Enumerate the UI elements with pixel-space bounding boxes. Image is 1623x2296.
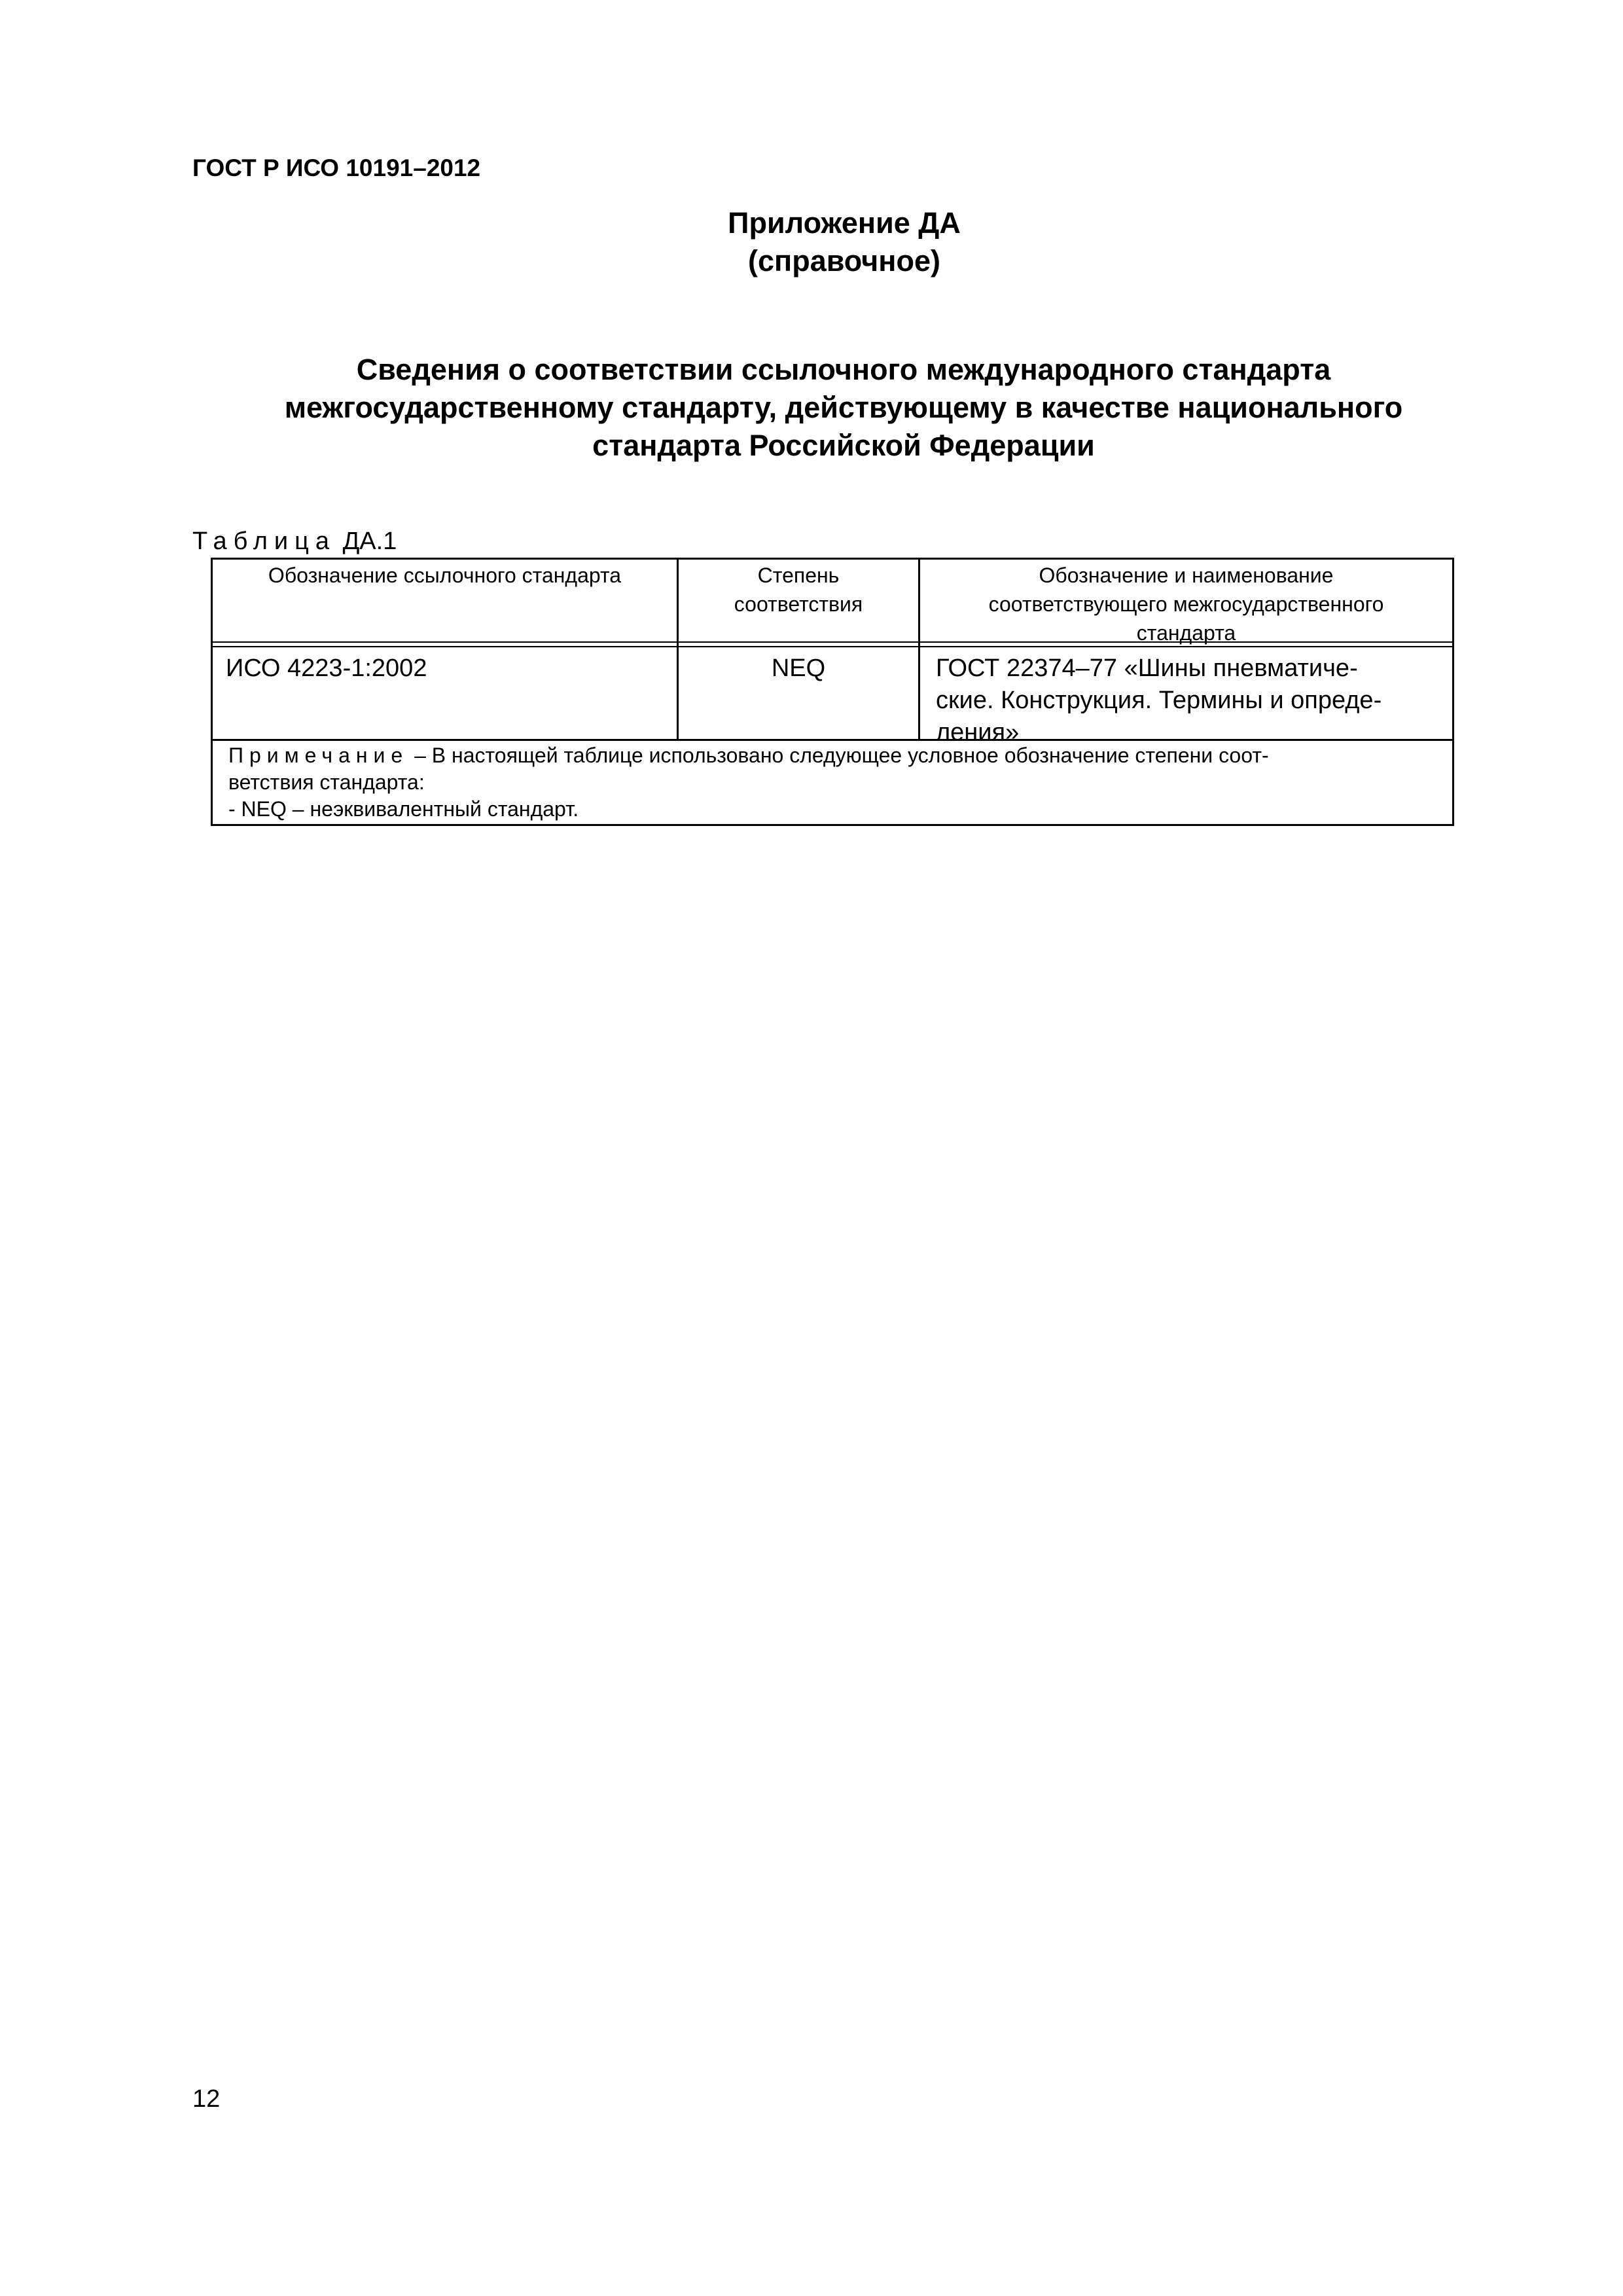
table-cell-ref-standard: [213, 647, 677, 739]
note-line-1-text: – В настоящей таблице использовано следующее условное обозначение степени соот-: [408, 744, 1269, 767]
appendix-title: Приложение ДА: [728, 206, 961, 240]
header-gost-line-1: Обозначение и наименование: [1039, 564, 1334, 587]
ref-standard-value: ИСО 4223-1:2002: [226, 655, 427, 682]
gost-line-2: ские. Конструкция. Термины и опреде-: [936, 687, 1382, 714]
header-cell-ref-standard: [213, 560, 677, 641]
note-label: Примечание: [228, 744, 409, 767]
header-gost-line-2: соответствующего межгосударственного: [988, 592, 1384, 616]
gost-line-1: ГОСТ 22374–77 «Шины пневматиче-: [936, 655, 1358, 682]
section-title: [192, 351, 1495, 465]
table-caption: [192, 528, 397, 556]
correspondence-table: [211, 558, 1454, 826]
table-cell-gost: [920, 647, 1452, 746]
header-gost-line-3: стандарта: [1136, 621, 1236, 645]
table-caption-number: ДА.1: [342, 528, 397, 555]
appendix-heading: [615, 204, 1073, 280]
section-title-line-1: Сведения о соответствии ссылочного международного стандарта: [356, 353, 1331, 386]
table-note: [213, 741, 1452, 824]
table-border-bottom: [211, 824, 1454, 826]
header-cell-degree: [679, 560, 918, 641]
header-degree-line-1: Степень: [757, 564, 840, 587]
header-degree-line-2: соответствия: [734, 592, 863, 616]
table-border-right: [1452, 558, 1454, 826]
section-title-line-3: стандарта Российской Федерации: [592, 429, 1095, 462]
appendix-subtitle: (справочное): [748, 244, 940, 278]
header-cell-gost: [920, 560, 1452, 645]
note-line-1: [228, 742, 1440, 769]
note-line-3: - NEQ – неэквивалентный стандарт.: [228, 797, 579, 821]
header-ref-standard-text: Обозначение ссылочного стандарта: [268, 564, 622, 587]
document-code-header: ГОСТ Р ИСО 10191–2012: [192, 154, 481, 181]
table-caption-label: Таблица: [192, 528, 336, 555]
section-title-line-2: межгосударственному стандарту, действующему в качестве национального: [284, 391, 1403, 424]
gost-line-3: ления»: [936, 719, 1020, 746]
degree-value: NEQ: [771, 655, 826, 682]
page-number: 12: [192, 2085, 221, 2113]
table-cell-degree: [679, 647, 918, 739]
note-line-2: ветствия стандарта:: [228, 770, 425, 794]
